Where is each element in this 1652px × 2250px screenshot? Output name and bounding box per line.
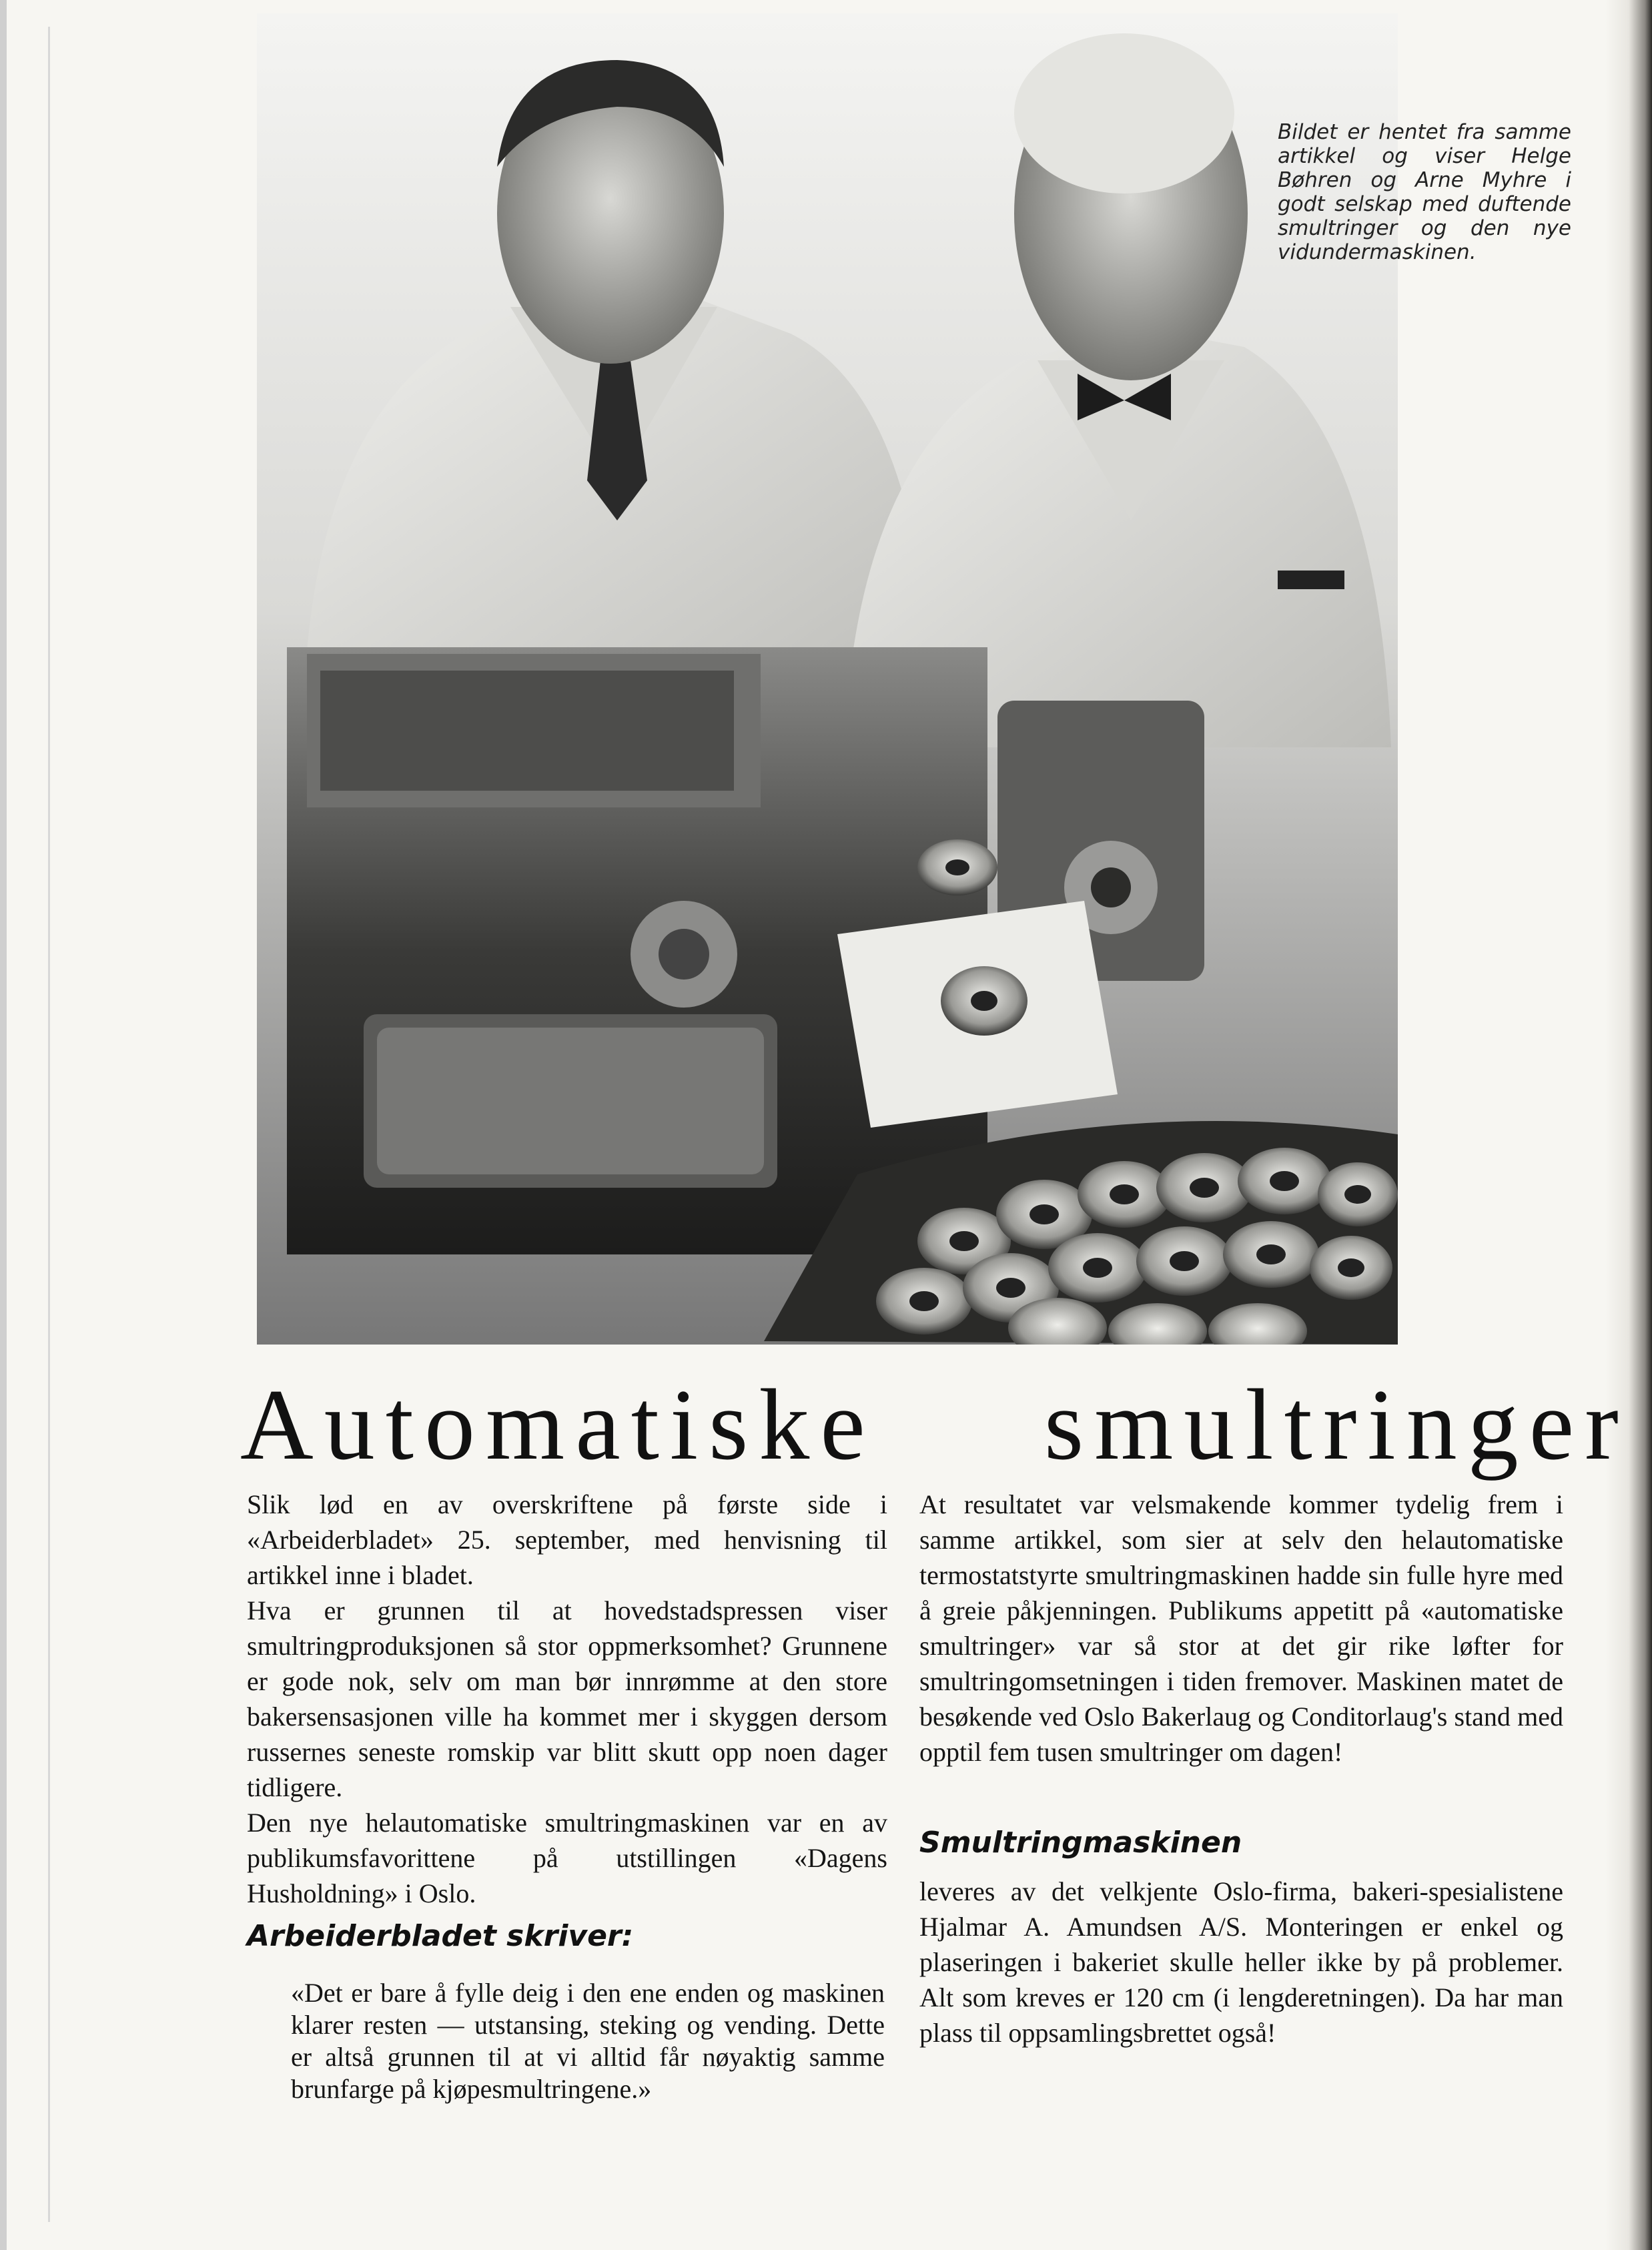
right-column bbox=[919, 1487, 1563, 1770]
photo-illustration bbox=[257, 13, 1398, 1345]
page-edge-left bbox=[0, 0, 7, 2250]
left-paragraph-1: Slik lød en av overskriftene på første side i «Arbeiderbladet» 25. september, med henvisning til artikkel inne i bladet. bbox=[247, 1489, 887, 1590]
page-margin-line bbox=[48, 27, 50, 2222]
headline-word-2: smultringer bbox=[1044, 1369, 1629, 1481]
newspaper-quote bbox=[291, 1977, 885, 2105]
headline-word-1: Automatiske bbox=[240, 1369, 876, 1481]
right-column-lower bbox=[919, 1874, 1563, 2050]
left-paragraph-2: Hva er grunnen til at hovedstadspressen viser smultringproduksjonen så stor oppmerksomhet? Grunnene er gode nok, selv om man bør innrømme at den store bakersensasjonen ville ha kommet mer i skyggen dersom russernes seneste romskip var blitt skutt opp noen dager tidligere. bbox=[247, 1595, 887, 1802]
right-paragraph-2: leveres av det velkjente Oslo-firma, bakeri-spesialistene Hjalmar A. Amundsen A/S. Monteringen er enkel og plaseringen i bakeriet skulle heller ikke by på problemer. Alt som kreves er 120 cm (i lengderetningen). Da har man plass til oppsamlingsbrettet også! bbox=[919, 1876, 1563, 2048]
photo-caption: Bildet er hentet fra samme artikkel og viser Helge Bøhren og Arne Myhre i godt selskap med duftende smultringer og den nye vidundermaskinen. bbox=[1278, 120, 1571, 264]
article-headline bbox=[240, 1368, 1629, 1481]
page-binding-shadow bbox=[1605, 0, 1652, 2250]
quote-text: «Det er bare å fylle deig i den ene enden og maskinen klarer resten — utstansing, steking og vending. Dette er altså grunnen til at vi alltid får nøyaktig samme brunfarge på kjøpesmultringene.» bbox=[291, 1978, 885, 2104]
right-subheading: Smultringmaskinen bbox=[919, 1826, 1242, 1860]
right-paragraph-1: At resultatet var velsmakende kommer tydelig frem i samme artikkel, som sier at selv den helautomatiske termostatstyrte smultringmaskinen hadde sin fulle hyre med å greie påkjenningen. Publikums appetitt på «automatiske smultringer» var så stor at det gir rike løfter for smultringomsetningen i tiden fremover. Maskinen matet de besøkende ved Oslo Bakerlaug og Conditorlaug's stand med opptil fem tusen smultringer om dagen! bbox=[919, 1489, 1563, 1767]
article-photo bbox=[257, 13, 1398, 1345]
left-paragraph-3: Den nye helautomatiske smultringmaskinen var en av publikumsfavorittene på utstillingen «Dagens Husholdning» i Oslo. bbox=[247, 1808, 887, 1908]
left-subheading: Arbeiderbladet skriver: bbox=[247, 1919, 634, 1953]
left-column bbox=[247, 1487, 887, 1911]
